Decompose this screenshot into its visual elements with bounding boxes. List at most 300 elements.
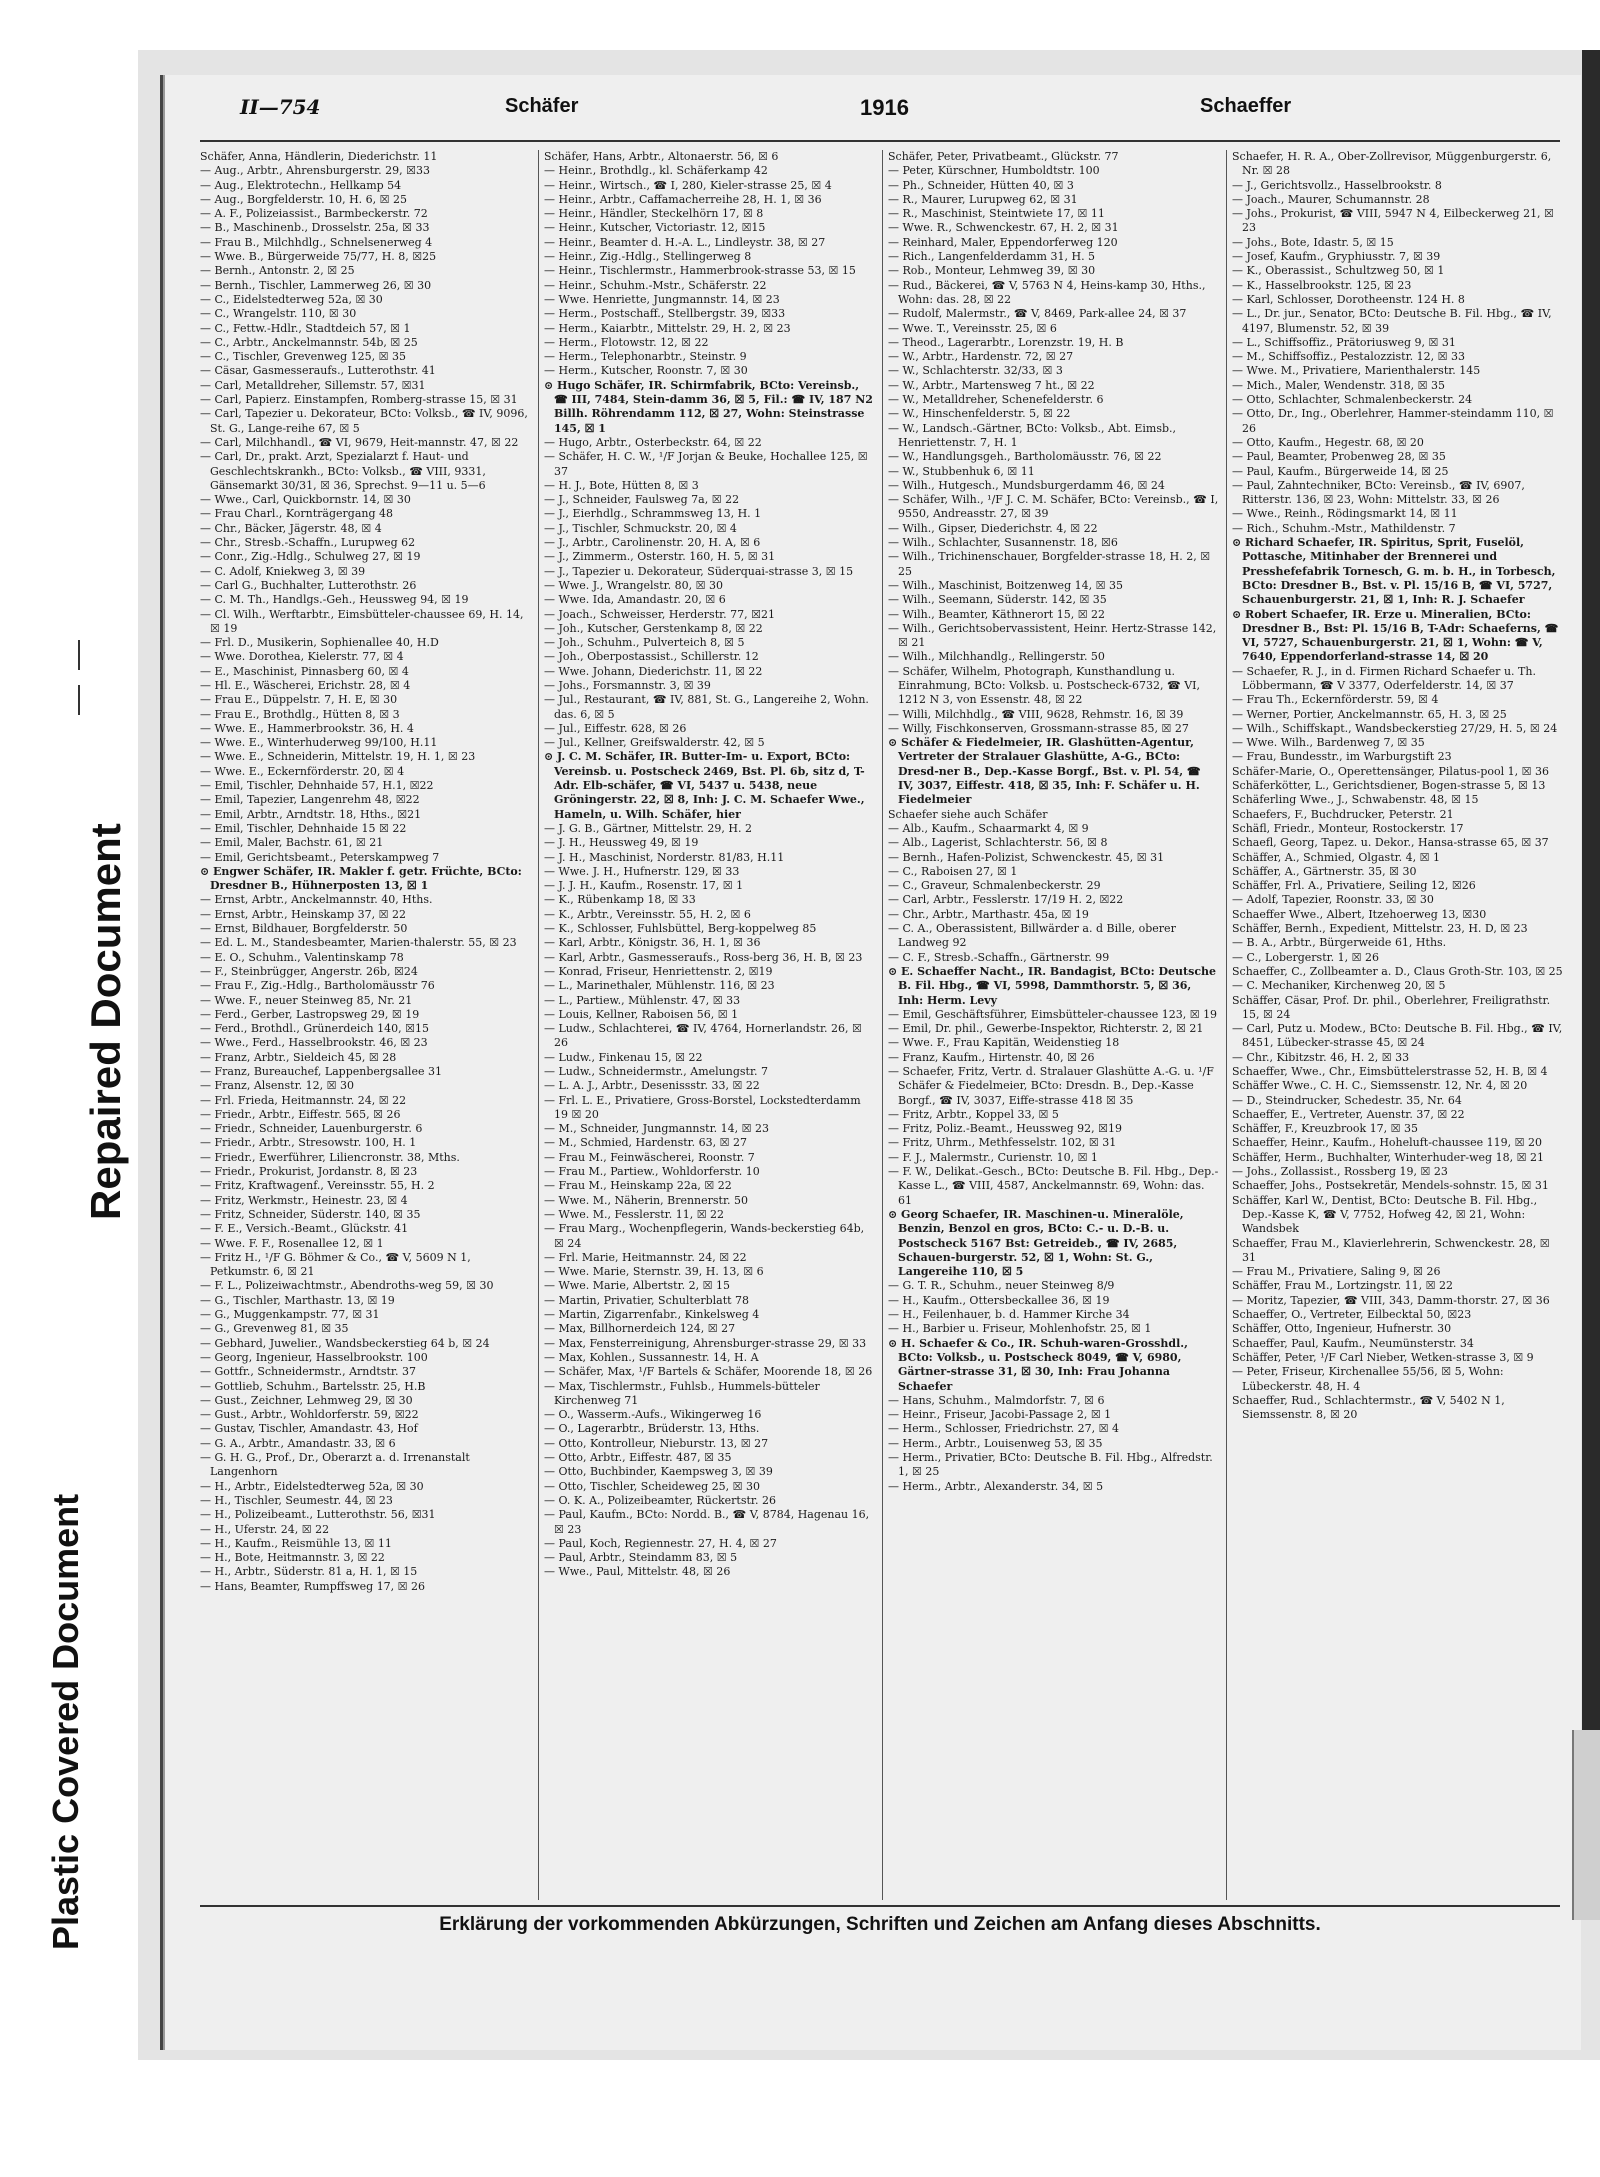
directory-entry: Schaeffer Wwe., Albert, Itzehoerweg 13, ☒30 [1232, 907, 1487, 921]
directory-entry: — Alb., Lagerist, Schlachterstr. 56, ☒ 8 [888, 836, 1108, 850]
directory-entry: — Schaefer, R. J., in d. Firmen Richard Schaefer u. Th. Löbbermann, ☎ V 3377, Oderfelderstr. 14, ☒ 37 [1232, 664, 1536, 692]
directory-entry: — Wilh., Milchhandlg., Rellingerstr. 50 [888, 650, 1105, 664]
directory-entry: — Heinr., Tischlermstr., Hammerbrook-strasse 53, ☒ 15 [544, 264, 856, 278]
header-left-name: Schäfer [505, 95, 579, 117]
directory-entry: — Frau M., Partiew., Wohldorferstr. 10 [544, 1165, 760, 1179]
directory-entry: Schaeffer, Frau M., Klavierlehrerin, Schwenckestr. 28, ☒ 31 [1232, 1236, 1550, 1264]
directory-entry: — M., Schiffsoffiz., Pestalozzistr. 12, ☒ 33 [1232, 350, 1465, 364]
directory-entry: — O., Wasserm.-Aufs., Wikingerweg 16 [544, 1408, 762, 1422]
directory-entry: — Jul., Kellner, Greifswalderstr. 42, ☒ 5 [544, 736, 765, 750]
directory-entry: — E., Maschinist, Pinnasberg 60, ☒ 4 [200, 664, 409, 678]
directory-entry: ⊙ E. Schaeffer Nacht., IR. Bandagist, BCto: Deutsche B. Fil. Hbg., ☎ VI, 5998, Dammthorstr. 5, ☒ 36, Inh: Herm. Levy [888, 964, 1217, 1007]
page-edge-light [1572, 1730, 1600, 1920]
directory-entry: — Ph., Schneider, Hütten 40, ☒ 3 [888, 178, 1074, 192]
header-rule [200, 140, 1560, 142]
directory-entry: — G. T. R., Schuhm., neuer Steinweg 8/9 [888, 1279, 1115, 1293]
directory-entry: Schaeffer, Heinr., Kaufm., Hoheluft-chaussee 119, ☒ 20 [1232, 1136, 1542, 1150]
directory-entry: — Hans, Schuhm., Malmdorfstr. 7, ☒ 6 [888, 1393, 1105, 1407]
directory-entry: — Jul., Restaurant, ☎ IV, 881, St. G., Langereihe 2, Wohn. das. 6, ☒ 5 [544, 693, 869, 721]
directory-entry: — Emil, Tapezier, Langenrehm 48, ☒22 [200, 793, 420, 807]
directory-entry: — Konrad, Friseur, Henriettenstr. 2, ☒19 [544, 964, 773, 978]
directory-entry: — Rud., Bäckerei, ☎ V, 5763 N 4, Heins-kamp 30, Hths., Wohn: das. 28, ☒ 22 [888, 278, 1206, 306]
directory-entry: — C. A., Oberassistent, Billwärder a. d Bille, oberer Landweg 92 [888, 922, 1176, 950]
directory-entry: — Heinr., Brothdlg., kl. Schäferkamp 42 [544, 164, 768, 178]
directory-entry: — H., Kaufm., Reismühle 13, ☒ 11 [200, 1536, 392, 1550]
directory-entry: — Friedr., Schneider, Lauenburgerstr. 6 [200, 1122, 423, 1136]
directory-entry: — Wwe. Johann, Diederichstr. 11, ☒ 22 [544, 664, 763, 678]
directory-entry: — Heinr., Zig.-Hdlg., Stellingerweg 8 [544, 250, 752, 264]
header-right-name: Schaeffer [1200, 95, 1292, 117]
directory-entry: — Wwe., Carl, Quickbornstr. 14, ☒ 30 [200, 493, 411, 507]
directory-entry: — G., Tischler, Marthastr. 13, ☒ 19 [200, 1293, 395, 1307]
directory-entry: — Johs., Bote, Idastr. 5, ☒ 15 [1232, 235, 1394, 249]
directory-entry: — Ernst, Arbtr., Anckelmannstr. 40, Hths. [200, 893, 433, 907]
directory-entry: — Chr., Arbtr., Marthastr. 45a, ☒ 19 [888, 907, 1089, 921]
directory-entry: — Carl, Putz u. Modew., BCto: Deutsche B. Fil. Hbg., ☎ IV, 8451, Lübecker-strasse 45, ☒ 24 [1232, 1022, 1563, 1050]
directory-entry: Schaefer siehe auch Schäfer [888, 807, 1048, 821]
directory-entry: — Wwe. B., Bürgerweide 75/77, H. 8, ☒25 [200, 250, 437, 264]
directory-entry: — Joh., Oberpostassist., Schillerstr. 12 [544, 650, 759, 664]
directory-entry: — Frau B., Milchhdlg., Schnelsenerweg 4 [200, 235, 433, 249]
directory-entry: — W., Arbtr., Martensweg 7 ht., ☒ 22 [888, 378, 1095, 392]
directory-entry: — Franz, Bureauchef, Lappenbergsallee 31 [200, 1065, 442, 1078]
directory-entry: — K., Rübenkamp 18, ☒ 33 [544, 893, 696, 907]
directory-entry: — Schaefer, Fritz, Vertr. d. Stralauer Glashütte A.-G. u. ¹/F Schäfer & Fiedelmeier, BCto: Dresdn. B., Dep.-Kasse Borgf., ☎ IV, 3037, Eiffe-strasse 418 ☒ 35 [888, 1065, 1214, 1107]
directory-columns [200, 150, 1563, 1900]
directory-entry: — Mich., Maler, Wendenstr. 318, ☒ 35 [1232, 378, 1445, 392]
directory-entry: Schaefers, F., Buchdrucker, Peterstr. 21 [1232, 807, 1454, 821]
directory-entry: — F., Steinbrügger, Angerstr. 26b, ☒24 [200, 964, 418, 978]
directory-entry: — Bernh., Antonstr. 2, ☒ 25 [200, 264, 355, 278]
directory-entry: — Wwe. Marie, Sternstr. 39, H. 13, ☒ 6 [544, 1265, 764, 1279]
directory-entry: — D., Steindrucker, Schedestr. 35, Nr. 64 [1232, 1093, 1462, 1107]
directory-entry: — Herm., Privatier, BCto: Deutsche B. Fil. Hbg., Alfredstr. 1, ☒ 25 [888, 1451, 1213, 1479]
directory-entry: — Aug., Borgfelderstr. 10, H. 6, ☒ 25 [200, 192, 408, 206]
directory-entry: — Wwe. T., Vereinsstr. 25, ☒ 6 [888, 321, 1057, 335]
directory-entry: — Wwe. E., Schneiderin, Mittelstr. 19, H. 1, ☒ 23 [200, 750, 476, 764]
directory-entry: — Friedr., Prokurist, Jordanstr. 8, ☒ 23 [200, 1165, 418, 1179]
page-number: II—754 [240, 95, 321, 119]
directory-entry: — Johs., Prokurist, ☎ VIII, 5947 N 4, Eilbeckerweg 21, ☒ 23 [1232, 207, 1554, 235]
directory-entry: — Martin, Privatier, Schulterblatt 78 [544, 1293, 750, 1307]
directory-entry: — Wwe. J. H., Hufnerstr. 129, ☒ 33 [544, 864, 740, 878]
footer-rule [200, 1905, 1560, 1907]
directory-entry: — W., Metalldreher, Schenefelderstr. 6 [888, 393, 1104, 407]
directory-entry: — C., Eidelstedterweg 52a, ☒ 30 [200, 292, 383, 306]
column-divider [882, 150, 883, 1900]
directory-entry: — Paul, Kaufm., Bürgerweide 14, ☒ 25 [1232, 464, 1449, 478]
directory-entry: Schäfer, Peter, Privatbeamt., Glückstr. 77 [888, 150, 1119, 163]
directory-entry: — Ed. L. M., Standesbeamter, Marien-thalerstr. 55, ☒ 23 [200, 936, 517, 950]
directory-entry: — K., Arbtr., Vereinsstr. 55, H. 2, ☒ 6 [544, 907, 751, 921]
directory-entry: — Emil, Geschäftsführer, Eimsbütteler-chaussee 123, ☒ 19 [888, 1007, 1218, 1021]
directory-entry: — Otto, Buchbinder, Kaempsweg 3, ☒ 39 [544, 1465, 773, 1479]
header-year: 1916 [860, 95, 909, 120]
directory-entry: — Gust., Zeichner, Lehmweg 29, ☒ 30 [200, 1393, 413, 1407]
footer-note: Erklärung der vorkommenden Abkürzungen, Schriften und Zeichen am Anfang dieses Abschnitts. [439, 1914, 1321, 1935]
directory-entry: Schäffer, Bernh., Expedient, Mittelstr. 23, H. D, ☒ 23 [1232, 922, 1528, 936]
directory-entry: — Fritz, Arbtr., Koppel 33, ☒ 5 [888, 1107, 1059, 1121]
directory-entry: — Schäfer, Wilh., ¹/F J. C. M. Schäfer, BCto: Vereinsb., ☎ I, 9550, Andreasstr. 27, ☒ 39 [888, 493, 1219, 521]
directory-entry: — F. L., Polizeiwachtmstr., Abendroths-weg 59, ☒ 30 [200, 1279, 494, 1293]
directory-entry: Schaeffer, E., Vertreter, Auenstr. 37, ☒ 22 [1232, 1107, 1465, 1121]
directory-entry: Schäffer, A., Gärtnerstr. 35, ☒ 30 [1232, 864, 1417, 878]
directory-entry: — Paul, Arbtr., Steindamm 83, ☒ 5 [544, 1551, 738, 1565]
directory-entry: — Frau, Bundesstr., im Warburgstift 23 [1232, 750, 1452, 764]
directory-entry: — Carl, Dr., prakt. Arzt, Spezialarzt f. Haut- und Geschlechtskrankh., BCto: Volksb., ☎ VIII, 9331, Gänsemarkt 30/31, ☒ 36, Sprechst. 9—11 u. 5—6 [200, 450, 486, 492]
directory-entry: — H., Arbtr., Eidelstedterweg 52a, ☒ 30 [200, 1479, 424, 1493]
directory-entry: — Wilh., Schlachter, Susannenstr. 18, ☒6 [888, 536, 1118, 550]
directory-entry: — Hugo, Arbtr., Osterbeckstr. 64, ☒ 22 [544, 435, 762, 449]
directory-entry: — Aug., Arbtr., Ahrensburgerstr. 29, ☒33 [200, 164, 430, 178]
directory-entry: — Conr., Zig.-Hdlg., Schulweg 27, ☒ 19 [200, 550, 421, 564]
directory-entry: — Martin, Zigarrenfabr., Kinkelsweg 4 [544, 1308, 760, 1322]
directory-entry: — Schäfer, Max, ¹/F Bartels & Schäfer, Moorende 18, ☒ 26 [544, 1365, 873, 1379]
directory-entry: — Frau Charl., Kornträgergang 48 [200, 507, 394, 521]
directory-entry: — J., Zimmerm., Osterstr. 160, H. 5, ☒ 31 [544, 550, 776, 564]
directory-entry: — G. H. G., Prof., Dr., Oberarzt a. d. Irrenanstalt Langenhorn [200, 1451, 470, 1479]
directory-entry: — C. F., Stresb.-Schaffn., Gärtnerstr. 99 [888, 950, 1110, 964]
directory-entry: — Herm., Postschaff., Stellbergstr. 39, ☒33 [544, 307, 786, 321]
directory-entry: Schäferling Wwe., J., Schwabenstr. 48, ☒ 15 [1232, 793, 1479, 807]
directory-entry: — Otto, Kontrolleur, Nieburstr. 13, ☒ 27 [544, 1436, 769, 1450]
directory-entry: — B., Maschinenb., Drosselstr. 25a, ☒ 33 [200, 221, 430, 235]
directory-entry: — G., Grevenweg 81, ☒ 35 [200, 1322, 349, 1336]
directory-entry: — Frau E., Düppelstr. 7, H. E, ☒ 30 [200, 693, 398, 707]
directory-entry: — Heinr., Beamter d. H.-A. L., Lindleystr. 38, ☒ 27 [544, 235, 826, 249]
directory-entry: — L., Dr. jur., Senator, BCto: Deutsche B. Fil. Hbg., ☎ IV, 4197, Blumenstr. 52, ☒ 39 [1232, 307, 1552, 335]
directory-entry: — H., Tischler, Seumestr. 44, ☒ 23 [200, 1493, 393, 1507]
column-4 [1232, 150, 1564, 1900]
directory-entry: — H., Bote, Heitmannstr. 3, ☒ 22 [200, 1551, 385, 1565]
directory-entry: — W., Schlachterstr. 32/33, ☒ 3 [888, 364, 1063, 378]
directory-entry: — Hans, Beamter, Rumpffsweg 17, ☒ 26 [200, 1579, 426, 1593]
directory-entry: — Ludw., Finkenau 15, ☒ 22 [544, 1050, 703, 1064]
directory-entry: — Schäfer, Wilhelm, Photograph, Kunsthandlung u. Einrahmung, BCto: Volksb. u. Postscheck-6732, ☎ VI, 1212 N 3, von Essenstr. 48, ☒ 22 [888, 664, 1200, 707]
directory-entry: — Frau M., Heinskamp 22a, ☒ 22 [544, 1179, 732, 1193]
directory-entry: Schäffer, F., Kreuzbrook 17, ☒ 35 [1232, 1122, 1419, 1136]
directory-entry: — Bernh., Tischler, Lammerweg 26, ☒ 30 [200, 278, 432, 292]
directory-entry: ⊙ Robert Schaefer, IR. Erze u. Mineralien, BCto: Dresdner B., Bst: Pl. 15/16 B, T-Adr: Schaeferns, ☎ VI, 5727, Schauenburgerstr. 21, ☒ 1, Wohn: ☎ V, 7640, Eppendorferland-strasse 14, ☒ 20 [1232, 607, 1559, 664]
directory-entry: — Willy, Fischkonserven, Grossmann-strasse 85, ☒ 27 [888, 721, 1189, 735]
directory-entry: ⊙ J. C. M. Schäfer, IR. Butter-Im- u. Export, BCto: Vereinsb. u. Postscheck 2469, Bst. Pl. 6b, sitz d, T-Adr. Elb-schäfer, ☎ VI, 5437 u. 5438, neue Gröningerstr. 22, ☒ 8, Inh: J. C. M. Schaefer Wwe., Hameln, u. Wilh. Schäfer, hier [544, 750, 865, 821]
directory-entry: — Joach., Maurer, Schumannstr. 28 [1232, 192, 1430, 206]
directory-entry: — Bernh., Hafen-Polizist, Schwenckestr. 45, ☒ 31 [888, 850, 1165, 864]
directory-entry: — Wilh., Schiffskapt., Wandsbeckerstieg 27/29, H. 5, ☒ 24 [1232, 721, 1558, 735]
directory-entry: — Wwe. Ida, Amandastr. 20, ☒ 6 [544, 593, 726, 607]
directory-entry: — Emil, Gerichtsbeamt., Peterskampweg 7 [200, 850, 440, 864]
directory-entry: — O. K. A., Polizeibeamter, Rückertstr. 26 [544, 1493, 776, 1507]
directory-entry: — Wilh., Gipser, Diederichstr. 4, ☒ 22 [888, 521, 1098, 535]
directory-entry: — Wwe., Reinh., Rödingsmarkt 14, ☒ 11 [1232, 507, 1458, 521]
directory-entry: — Moritz, Tapezier, ☎ VIII, 343, Damm-thorstr. 27, ☒ 36 [1232, 1293, 1550, 1307]
directory-entry: — Herm., Kaiarbtr., Mittelstr. 29, H. 2, ☒ 23 [544, 321, 791, 335]
directory-entry: ⊙ Richard Schaefer, IR. Spiritus, Sprit, Fuselöl, Pottasche, Mitinhaber der Brennerei und Presshefefabrik Tornesch, G. m. b. H., in Torbesch, BCto: Dresdner B., Bst. v. Pl. 15/16 B, ☎ VI, 5727, Schauenburgerstr. 21, ☒ 1, Inh: R. J. Schaefer [1232, 536, 1556, 607]
directory-entry: — H., Barbier u. Friseur, Mohlenhofstr. 25, ☒ 1 [888, 1322, 1152, 1336]
directory-entry: — Chr., Stresb.-Schaffn., Lurupweg 62 [200, 536, 416, 550]
directory-entry: — Max, Tischlermstr., Fuhlsb., Hummels-bütteler Kirchenweg 71 [544, 1379, 820, 1407]
directory-entry: — Reinhard, Maler, Eppendorferweg 120 [888, 235, 1118, 249]
directory-entry: — Heinr., Händler, Steckelhörn 17, ☒ 8 [544, 207, 764, 221]
directory-entry: — Herm., Kutscher, Roonstr. 7, ☒ 30 [544, 364, 748, 378]
directory-entry: — Joh., Kutscher, Gerstenkamp 8, ☒ 22 [544, 621, 763, 635]
directory-entry: Schäffer, A., Schmied, Olgastr. 4, ☒ 1 [1232, 850, 1441, 864]
directory-entry: — M., Schneider, Jungmannstr. 14, ☒ 23 [544, 1122, 769, 1136]
directory-entry: — Carl, Metalldreher, Sillemstr. 57, ☒31 [200, 378, 426, 392]
directory-entry: — Wilh., Gerichtsobervassistent, Heinr. Hertz-Strasse 142, ☒ 21 [888, 621, 1217, 650]
directory-entry: — Gottlieb, Schuhm., Bartelsstr. 25, H.B [200, 1379, 426, 1393]
directory-entry: — Frl. Marie, Heitmannstr. 24, ☒ 22 [544, 1250, 747, 1264]
directory-entry: — J., Gerichtsvollz., Hasselbrookstr. 8 [1232, 178, 1442, 192]
directory-entry: — Fritz, Poliz.-Beamt., Heussweg 92, ☒19 [888, 1122, 1123, 1136]
directory-entry: — Johs., Forsmannstr. 3, ☒ 39 [544, 678, 711, 692]
directory-entry: — Fritz H., ¹/F G. Böhmer & Co., ☎ V, 5609 N 1, Petkumstr. 6, ☒ 21 [200, 1250, 471, 1279]
directory-entry: — J., Schneider, Faulsweg 7a, ☒ 22 [544, 493, 740, 507]
column-divider [538, 150, 539, 1900]
directory-entry: — Hl. E., Wäscherei, Erichstr. 28, ☒ 4 [200, 678, 411, 692]
directory-entry: — Jul., Eiffestr. 628, ☒ 26 [544, 721, 687, 735]
directory-entry: Schäfl, Friedr., Monteur, Rostockerstr. 17 [1232, 821, 1464, 835]
directory-entry: — J. J. H., Kaufm., Rosenstr. 17, ☒ 1 [544, 879, 744, 893]
directory-entry: — Frau Th., Eckernförderstr. 59, ☒ 4 [1232, 693, 1439, 707]
directory-entry: — Max, Fensterreinigung, Ahrensburger-strasse 29, ☒ 33 [544, 1336, 867, 1350]
column-3 [888, 150, 1220, 1900]
directory-entry: — Wilh., Trichinenschauer, Borgfelder-strasse 18, H. 2, ☒ 25 [888, 550, 1211, 578]
directory-entry: — A. F., Polizeiassist., Barmbeckerstr. 72 [200, 207, 428, 221]
directory-entry: — L. A. J., Arbtr., Desenissstr. 33, ☒ 22 [544, 1079, 760, 1093]
directory-entry: — Wwe. Dorothea, Kielerstr. 77, ☒ 4 [200, 650, 404, 664]
directory-entry: — M., Schmied, Hardenstr. 63, ☒ 27 [544, 1136, 748, 1150]
directory-entry: — W., Hinschenfelderstr. 5, ☒ 22 [888, 407, 1071, 421]
directory-entry: Schäffer, Frl. A., Privatiere, Seiling 12, ☒26 [1232, 879, 1476, 893]
directory-entry: — Max, Billhornerdeich 124, ☒ 27 [544, 1322, 736, 1336]
directory-entry: — Wwe. M., Fesslerstr. 11, ☒ 22 [544, 1207, 725, 1221]
directory-entry: Schäffer, Otto, Ingenieur, Hufnerstr. 30 [1232, 1322, 1452, 1336]
directory-entry: — H. J., Bote, Hütten 8, ☒ 3 [544, 478, 699, 492]
directory-entry: — Ernst, Bildhauer, Borgfelderstr. 50 [200, 922, 408, 936]
directory-entry: — Georg, Ingenieur, Hasselbrookstr. 100 [200, 1350, 428, 1364]
directory-entry: — Heinr., Friseur, Jacobi-Passage 2, ☒ 1 [888, 1408, 1112, 1422]
directory-entry: — Carl, Arbtr., Fesslerstr. 17/19 H. 2, ☒22 [888, 893, 1124, 907]
directory-entry: ⊙ Georg Schaefer, IR. Maschinen-u. Mineralöle, Benzin, Benzol en gros, BCto: C.- u. D.-B. u. Postscheck 5167 Bst: Getreideb., ☎ IV, 2685, Schauen-burgerstr. 52, ☒ 1, Wohn: St. G., Langereihe 110, ☒ 5 [888, 1207, 1184, 1279]
directory-entry: — Gebhard, Juwelier., Wandsbeckerstieg 64 b, ☒ 24 [200, 1336, 490, 1350]
directory-entry: — Chr., Kibitzstr. 46, H. 2, ☒ 33 [1232, 1050, 1410, 1064]
directory-entry: — Frl. D., Musikerin, Sophienallee 40, H.D [200, 636, 439, 650]
directory-entry: — J. H., Heussweg 49, ☒ 19 [544, 836, 699, 850]
directory-entry: ⊙ Schäfer & Fiedelmeier, IR. Glashütten-Agentur, Vertreter der Stralauer Glashütte, A-G., BCto: Dresd-ner B., Dep.-Kasse Borgf., Bst. v. Pl. 54, ☎ IV, 3037, Eiffestr. 418, ☒ 35, Inh: F. Schäfer u. H. Fiedelmeier [888, 736, 1201, 807]
directory-entry: — J., Tischler, Schmuckstr. 20, ☒ 4 [544, 521, 737, 535]
directory-entry: Schäffer, Frau M., Lortzingstr. 11, ☒ 22 [1232, 1279, 1453, 1293]
directory-entry: — Karl, Arbtr., Gasmesseraufs., Ross-berg 36, H. B, ☒ 23 [544, 950, 863, 964]
directory-entry: — Wwe. M., Näherin, Brennerstr. 50 [544, 1193, 748, 1207]
directory-entry: — Heinr., Arbtr., Caffamacherreihe 28, H. 1, ☒ 36 [544, 192, 822, 206]
directory-entry: — Wwe. R., Schwenckestr. 67, H. 2, ☒ 31 [888, 221, 1119, 235]
directory-entry: — F. J., Malermstr., Curienstr. 10, ☒ 1 [888, 1150, 1098, 1164]
side-label-repaired: Repaired Document [82, 823, 129, 1220]
directory-entry: — Frau M., Privatiere, Saling 9, ☒ 26 [1232, 1265, 1441, 1279]
directory-entry: — Otto, Dr., Ing., Oberlehrer, Hammer-steindamm 110, ☒ 26 [1232, 407, 1554, 435]
directory-entry: — Rob., Monteur, Lehmweg 39, ☒ 30 [888, 264, 1096, 278]
directory-entry: — Louis, Kellner, Raboisen 56, ☒ 1 [544, 1007, 739, 1021]
directory-entry: — Wwe. Henriette, Jungmannstr. 14, ☒ 23 [544, 292, 780, 306]
directory-entry: Schäfer-Marie, O., Operettensänger, Pilatus-pool 1, ☒ 36 [1232, 764, 1550, 778]
directory-entry: — Wwe., Ferd., Hasselbrookstr. 46, ☒ 23 [200, 1036, 428, 1050]
directory-entry: — Frau M., Feinwäscherei, Roonstr. 7 [544, 1150, 755, 1164]
directory-entry: — Herm., Flotowstr. 12, ☒ 22 [544, 335, 709, 349]
directory-entry: — Otto, Schlachter, Schmalenbeckerstr. 24 [1232, 393, 1473, 407]
directory-entry: — Paul, Zahntechniker, BCto: Vereinsb., ☎ IV, 6907, Ritterstr. 136, ☒ 23, Wohn: Mittelstr. 33, ☒ 26 [1232, 478, 1525, 507]
directory-entry: — Fritz, Schneider, Süderstr. 140, ☒ 35 [200, 1207, 421, 1221]
directory-entry: — Emil, Tischler, Dehnhaide 57, H.1, ☒22 [200, 779, 434, 793]
directory-entry: — Carl, Milchhandl., ☎ VI, 9679, Heit-mannstr. 47, ☒ 22 [200, 435, 519, 449]
directory-entry: — C. Mechaniker, Kirchenweg 20, ☒ 5 [1232, 979, 1446, 993]
directory-entry: — J., Eierhdlg., Schrammsweg 13, H. 1 [544, 507, 762, 521]
directory-entry: — Aug., Elektrotechn., Hellkamp 54 [200, 178, 402, 192]
directory-entry: — Franz, Kaufm., Hirtenstr. 40, ☒ 26 [888, 1050, 1095, 1064]
margin-dash [78, 640, 80, 670]
directory-entry: — W., Landsch.-Gärtner, BCto: Volksb., Abt. Eimsb., Henriettenstr. 7, H. 1 [888, 421, 1177, 449]
bottom-margin [0, 2060, 1600, 2177]
directory-entry: ⊙ H. Schaefer & Co., IR. Schuh-waren-Grosshdl., BCto: Volksb., u. Postscheck 8049, ☎ V, 6980, Gärtner-strasse 31, ☒ 30, Inh: Frau Johanna Schaefer [888, 1336, 1188, 1393]
directory-entry: — Theod., Lagerarbtr., Lorenzstr. 19, H. B [888, 335, 1124, 349]
directory-entry: Schaefl, Georg, Tapez. u. Dekor., Hansa-strasse 65, ☒ 37 [1232, 836, 1549, 850]
directory-entry: Schaeffer, Paul, Kaufm., Neumünsterstr. 34 [1232, 1336, 1474, 1350]
margin-dash [78, 685, 80, 715]
directory-entry: ⊙ Engwer Schäfer, IR. Makler f. getr. Früchte, BCto: Dresdner B., Hühnerposten 13, ☒ 1 [200, 864, 522, 893]
directory-entry: — W., Handlungsgeh., Bartholomäusstr. 76, ☒ 22 [888, 450, 1162, 464]
directory-entry: — Schäfer, H. C. W., ¹/F Jorjan & Beuke, Hochallee 125, ☒ 37 [544, 450, 868, 478]
directory-entry: — Otto, Tischler, Scheideweg 25, ☒ 30 [544, 1479, 760, 1493]
directory-entry: — W., Stubbenhuk 6, ☒ 11 [888, 464, 1035, 478]
directory-entry: — Emil, Maler, Bachstr. 61, ☒ 21 [200, 836, 384, 850]
directory-entry: — Werner, Portier, Anckelmannstr. 65, H. 3, ☒ 25 [1232, 707, 1507, 721]
directory-entry: — C., Fettw.-Hdlr., Stadtdeich 57, ☒ 1 [200, 321, 411, 335]
directory-entry: — F. W., Delikat.-Gesch., BCto: Deutsche B. Fil. Hbg., Dep.-Kasse L., ☎ VIII, 4587, Anckelmannstr. 69, Wohn: das. 61 [888, 1165, 1219, 1207]
directory-entry: — L., Marinethaler, Mühlenstr. 116, ☒ 23 [544, 979, 775, 993]
directory-entry: — Franz, Alsenstr. 12, ☒ 30 [200, 1079, 354, 1093]
directory-entry: — Wwe. F. F., Rosenallee 12, ☒ 1 [200, 1236, 384, 1250]
page-header [200, 95, 1560, 137]
directory-entry: Schäffer, Peter, ¹/F Carl Nieber, Wetken-strasse 3, ☒ 9 [1232, 1350, 1534, 1364]
directory-entry: — B. A., Arbtr., Bürgerweide 61, Hths. [1232, 936, 1447, 950]
directory-entry: — C., Raboisen 27, ☒ 1 [888, 864, 1018, 878]
directory-entry: Schäfer, Hans, Arbtr., Altonaerstr. 56, ☒ 6 [544, 150, 779, 163]
directory-entry: — E. O., Schuhm., Valentinskamp 78 [200, 950, 404, 964]
directory-entry: — Ferd., Brothdl., Grünerdeich 140, ☒15 [200, 1022, 429, 1036]
directory-entry: — Fritz, Kraftwagenf., Vereinsstr. 55, H. 2 [200, 1179, 435, 1193]
directory-entry: Schaefer, H. R. A., Ober-Zollrevisor, Müggenburgerstr. 6, Nr. ☒ 28 [1232, 150, 1552, 178]
directory-entry: — Peter, Friseur, Kirchenallee 55/56, ☒ 5, Wohn: Lübeckerstr. 48, H. 4 [1232, 1365, 1504, 1393]
directory-entry: — H., Polizeibeamt., Lutterothstr. 56, ☒31 [200, 1508, 436, 1522]
directory-entry: — Carl, Tapezier u. Dekorateur, BCto: Volksb., ☎ IV, 9096, St. G., Lange-reihe 67, ☒ 5 [200, 407, 528, 435]
directory-entry: — Cl. Wilh., Werftarbtr., Eimsbütteler-chaussee 69, H. 14, ☒ 19 [200, 607, 524, 635]
directory-entry: ⊙ Hugo Schäfer, IR. Schirmfabrik, BCto: Vereinsb., ☎ III, 7484, Stein-damm 36, ☒ 5, Fil.: ☎ IV, 187 N2 Billh. Röhrendamm 112, ☒ 27, Wohn: Steinstrasse 145, ☒ 1 [544, 378, 873, 435]
directory-entry: — J. G. B., Gärtner, Mittelstr. 29, H. 2 [544, 821, 753, 835]
directory-entry: — H., Arbtr., Süderstr. 81 a, H. 1, ☒ 15 [200, 1565, 418, 1579]
directory-entry: — Carl, Papierz. Einstampfen, Romberg-strasse 15, ☒ 31 [200, 393, 518, 407]
directory-entry: — Joach., Schweisser, Herderstr. 77, ☒21 [544, 607, 776, 621]
directory-entry: — Ludw., Schneidermstr., Amelungstr. 7 [544, 1065, 768, 1078]
directory-entry: — Herm., Arbtr., Louisenweg 53, ☒ 35 [888, 1436, 1103, 1450]
directory-entry: — Heinr., Wirtsch., ☎ I, 280, Kieler-strasse 25, ☒ 4 [544, 178, 832, 192]
directory-entry: — C., Wrangelstr. 110, ☒ 30 [200, 307, 357, 321]
side-label-plastic: Plastic Covered Document [45, 1493, 86, 1950]
directory-entry: — Wwe., Paul, Mittelstr. 48, ☒ 26 [544, 1565, 731, 1579]
directory-entry: — O., Lagerarbtr., Brüderstr. 13, Hths. [544, 1422, 760, 1436]
directory-entry: — Emil, Arbtr., Arndtstr. 18, Hths., ☒21 [200, 807, 422, 821]
directory-entry: — Fritz, Uhrm., Methfesselstr. 102, ☒ 31 [888, 1136, 1117, 1150]
directory-entry: — Wilh., Maschinist, Boitzenweg 14, ☒ 35 [888, 578, 1123, 592]
directory-entry: — Otto, Kaufm., Hegestr. 68, ☒ 20 [1232, 435, 1424, 449]
directory-entry: — J., Tapezier u. Dekorateur, Süderquai-strasse 3, ☒ 15 [544, 564, 854, 578]
directory-entry: — Frl. L. E., Privatiere, Gross-Borstel, Lockstedterdamm 19 ☒ 20 [544, 1093, 861, 1121]
directory-entry: — Wwe. M., Privatiere, Marienthalerstr. 145 [1232, 364, 1481, 378]
column-divider [1226, 150, 1227, 1900]
directory-entry: — K., Schlosser, Fuhlsbüttel, Berg-koppelweg 85 [544, 922, 817, 936]
directory-entry: — Herm., Telephonarbtr., Steinstr. 9 [544, 350, 747, 364]
directory-entry: — Frl. Frieda, Heitmannstr. 24, ☒ 22 [200, 1093, 407, 1107]
directory-entry: — Wwe. E., Eckernförderstr. 20, ☒ 4 [200, 764, 405, 778]
page-edge [1582, 50, 1600, 1730]
directory-entry: — J., Arbtr., Carolinenstr. 20, H. A, ☒ 6 [544, 536, 761, 550]
directory-entry: — H., Kaufm., Ottersbeckallee 36, ☒ 19 [888, 1293, 1110, 1307]
directory-entry: — Emil, Dr. phil., Gewerbe-Inspektor, Richterstr. 2, ☒ 21 [888, 1022, 1204, 1036]
directory-entry: — Fritz, Werkmstr., Heinestr. 23, ☒ 4 [200, 1193, 408, 1207]
directory-entry: — C., Graveur, Schmalenbeckerstr. 29 [888, 879, 1101, 893]
directory-entry: Schäferkötter, L., Gerichtsdiener, Bogen-strasse 5, ☒ 13 [1232, 779, 1546, 793]
directory-entry: — L., Schiffsoffiz., Prätoriusweg 9, ☒ 31 [1232, 335, 1456, 349]
directory-entry: — Peter, Kürschner, Humboldtstr. 100 [888, 164, 1100, 178]
directory-entry: — Frau Marg., Wochenpflegerin, Wands-beckerstieg 64b, ☒ 24 [544, 1222, 865, 1250]
directory-entry: — Wwe. Wilh., Bardenweg 7, ☒ 35 [1232, 736, 1425, 750]
directory-entry: — Heinr., Kutscher, Victoriastr. 12, ☒15 [544, 221, 766, 235]
directory-entry: — Frau F., Zig.-Hdlg., Bartholomäusstr 76 [200, 979, 435, 993]
directory-entry: — K., Oberassist., Schultzweg 50, ☒ 1 [1232, 264, 1445, 278]
directory-entry: — Adolf, Tapezier, Roonstr. 33, ☒ 30 [1232, 893, 1434, 907]
directory-entry: — Friedr., Arbtr., Eiffestr. 565, ☒ 26 [200, 1107, 401, 1121]
directory-entry: — Gustav, Tischler, Amandastr. 43, Hof [200, 1422, 418, 1436]
directory-entry: — C. M. Th., Handlgs.-Geh., Heussweg 94, ☒ 19 [200, 593, 469, 607]
directory-entry: — Herm., Schlosser, Friedrichstr. 27, ☒ 4 [888, 1422, 1119, 1436]
directory-entry: — Karl, Schlosser, Dorotheenstr. 124 H. 8 [1232, 292, 1465, 306]
directory-entry: Schäffer, Herm., Buchhalter, Winterhuder-weg 18, ☒ 21 [1232, 1150, 1544, 1164]
directory-entry: — Wilh., Beamter, Käthnerort 15, ☒ 22 [888, 607, 1106, 621]
directory-entry: — Wwe. F., neuer Steinweg 85, Nr. 21 [200, 993, 413, 1007]
directory-entry: — Wwe. J., Wrangelstr. 80, ☒ 30 [544, 578, 724, 592]
directory-entry: — J. H., Maschinist, Norderstr. 81/83, H.11 [544, 850, 785, 864]
directory-entry: — Alb., Kaufm., Schaarmarkt 4, ☒ 9 [888, 821, 1089, 835]
directory-entry: — C. Adolf, Kniekweg 3, ☒ 39 [200, 564, 366, 578]
directory-entry: — Franz, Arbtr., Sieldeich 45, ☒ 28 [200, 1050, 397, 1064]
directory-entry: — Wwe. E., Hammerbrookstr. 36, H. 4 [200, 721, 414, 735]
directory-entry: — H., Uferstr. 24, ☒ 22 [200, 1522, 330, 1536]
directory-entry: — W., Arbtr., Hardenstr. 72, ☒ 27 [888, 350, 1074, 364]
directory-entry: — Gottfr., Schneidermstr., Arndtstr. 37 [200, 1365, 416, 1379]
directory-entry: — Willi, Milchhdlg., ☎ VIII, 9628, Rehmstr. 16, ☒ 39 [888, 707, 1184, 721]
directory-entry: — R., Maschinist, Steintwiete 17, ☒ 11 [888, 207, 1105, 221]
directory-entry: — Herm., Arbtr., Alexanderstr. 34, ☒ 5 [888, 1479, 1104, 1493]
directory-entry: — Karl, Arbtr., Königstr. 36, H. 1, ☒ 36 [544, 936, 761, 950]
column-1 [200, 150, 532, 1900]
directory-entry: — Heinr., Schuhm.-Mstr., Schäferstr. 22 [544, 278, 767, 292]
directory-entry: — C., Arbtr., Anckelmannstr. 54b, ☒ 25 [200, 335, 418, 349]
directory-entry: — G. A., Arbtr., Amandastr. 33, ☒ 6 [200, 1436, 396, 1450]
directory-entry: — Carl G., Buchhalter, Lutterothstr. 26 [200, 578, 417, 592]
directory-entry: — Ludw., Schlachterei, ☎ IV, 4764, Hornerlandstr. 26, ☒ 26 [544, 1022, 862, 1050]
directory-entry: — Wwe. E., Winterhuderweg 99/100, H.11 [200, 736, 438, 750]
directory-entry: Schaeffer, Johs., Postsekretär, Mendels-sohnstr. 15, ☒ 31 [1232, 1179, 1549, 1193]
directory-entry: Schäfer, Anna, Händlerin, Diederichstr. 11 [200, 150, 438, 163]
